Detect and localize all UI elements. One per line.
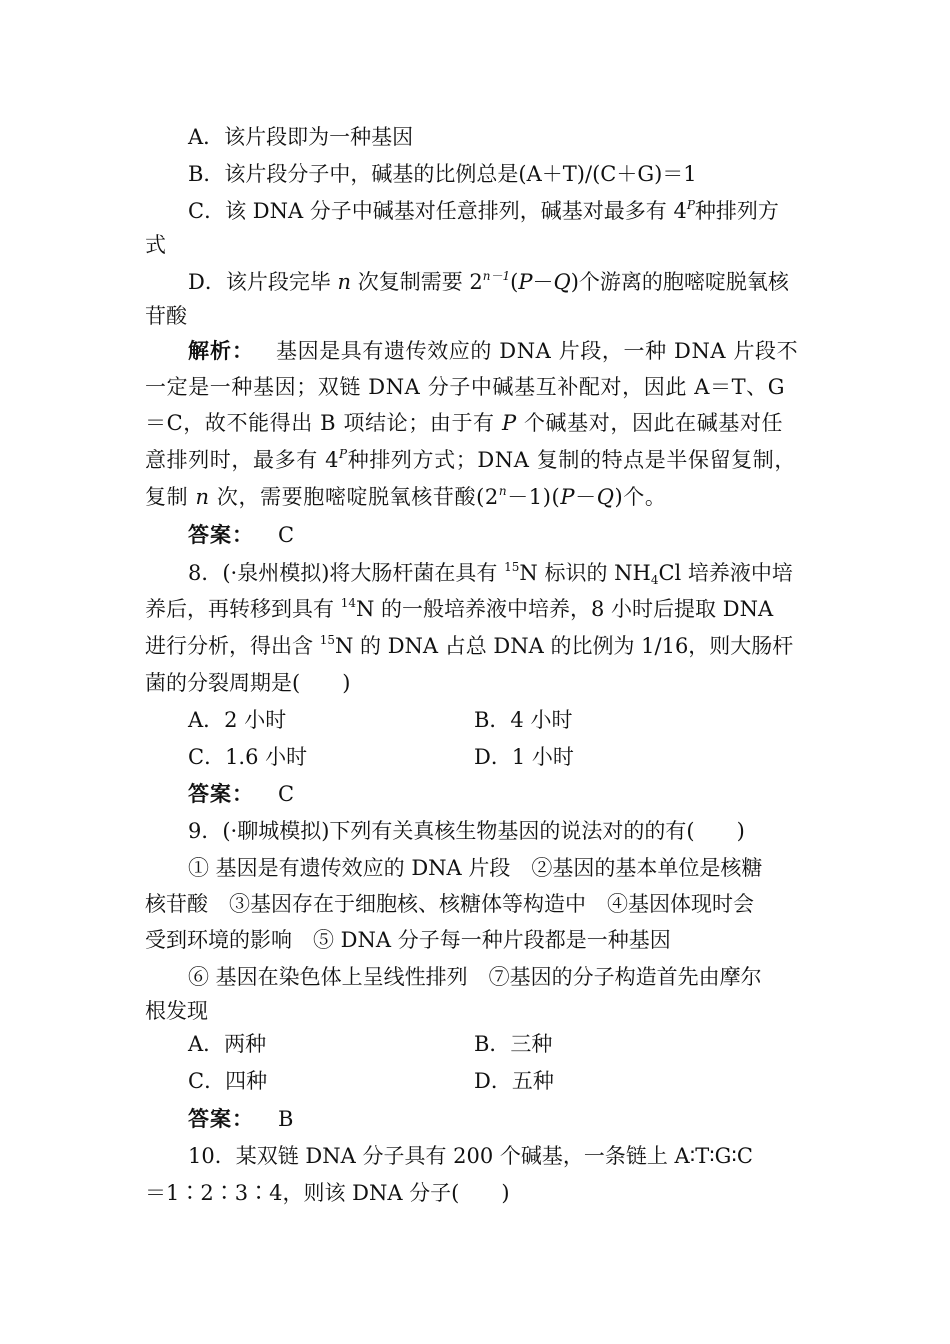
q7-analysis-line-5: 复制 n 次，需要胞嘧啶脱氧核苷酸$(2^n-1)(P-Q)$个。 [145, 484, 667, 509]
q8-option-c: C．1.6 小时 [188, 745, 308, 769]
q8-option-b: B．4 小时 [474, 708, 573, 732]
answer-label: 答案： [188, 1106, 254, 1131]
q8-stem-line-4: 菌的分裂周期是( ) [145, 671, 351, 695]
q9-stem-line-6: 根发现 [145, 999, 208, 1023]
q9-option-c: C．四种 [188, 1069, 268, 1093]
q8-stem-line-2: 养后，再转移到具有 $^{14}$N 的一般培养液中培养，8 小时后提取 DNA [145, 596, 774, 621]
q9-option-d: D．五种 [474, 1069, 554, 1093]
analysis-label: 解析： [188, 338, 254, 363]
q7-option-d: D．该片段完毕 n 次复制需要 $2^{n-1}(P-Q)$个游离的胞嘧啶脱氧核 [188, 269, 789, 294]
answer-value: C [278, 782, 295, 806]
q8-option-a: A．2 小时 [188, 708, 287, 732]
q7-analysis-line-1: 解析： 基因是具有遗传效应的 DNA 片段，一种 DNA 片段不 [188, 338, 799, 363]
answer-value: C [278, 523, 295, 547]
q9-stem-line-4: 受到环境的影响 ⑤ DNA 分子每一种片段都是一种基因 [145, 928, 671, 952]
q10-stem-line-1: 10．某双链 DNA 分子具有 200 个碱基，一条链上 A∶T∶G∶C [188, 1144, 753, 1168]
q7-analysis-line-2: 一定是一种基因；双链 DNA 分子中碱基互补配对，因此 A＝T、G [145, 375, 786, 399]
answer-label: 答案： [188, 522, 254, 547]
q9-stem-line-2: ① 基因是有遗传效应的 DNA 片段 ②基因的基本单位是核糖 [188, 856, 763, 880]
q7-analysis-line-3: ＝C，故不能得出 B 项结论；由于有 P 个碱基对，因此在碱基对任 [145, 411, 784, 435]
q7-option-c-continued: 式 [145, 233, 166, 257]
q8-stem-line-3: 进行分析，得出含 $^{15}$N 的 DNA 占总 DNA 的比例为 1/16，则大肠杆 [145, 633, 794, 658]
answer-value: B [278, 1107, 294, 1131]
q9-option-a: A．两种 [188, 1032, 267, 1056]
q8-stem-line-1: 8．(·泉州模拟)将大肠杆菌在具有 $^{15}$N 标识的 $NH_4Cl$ 培养液中培 [188, 560, 793, 587]
q9-answer [188, 1104, 853, 1134]
q7-option-c: C．该 DNA 分子中碱基对任意排列，碱基对最多有 $4^P$种排列方 [188, 198, 779, 223]
q9-option-b: B．三种 [474, 1032, 553, 1056]
q7-option-d-continued: 苷酸 [145, 304, 187, 328]
q8-answer [188, 779, 853, 809]
q9-stem-line-5: ⑥ 基因在染色体上呈线性排列 ⑦基因的分子构造首先由摩尔 [188, 965, 762, 989]
q9-stem-line-3: 核苷酸 ③基因存在于细胞核、核糖体等构造中 ④基因体现时会 [145, 892, 754, 916]
q10-stem-line-2: ＝1∶2∶3∶4，则该 DNA 分子( ) [145, 1181, 510, 1205]
q9-stem-line-1: 9．(·聊城模拟)下列有关真核生物基因的说法对的的有( ) [188, 819, 745, 843]
q7-answer [188, 520, 853, 550]
q8-option-d: D．1 小时 [474, 745, 574, 769]
answer-label: 答案： [188, 781, 254, 806]
q7-option-b: B．该片段分子中，碱基的比例总是(A＋T)/(C＋G)＝1 [188, 162, 697, 186]
q7-analysis-line-4: 意排列时，最多有 $4^P$种排列方式；DNA 复制的特点是半保留复制， [145, 447, 796, 472]
q7-option-a: A．该片段即为一种基因 [188, 125, 414, 149]
